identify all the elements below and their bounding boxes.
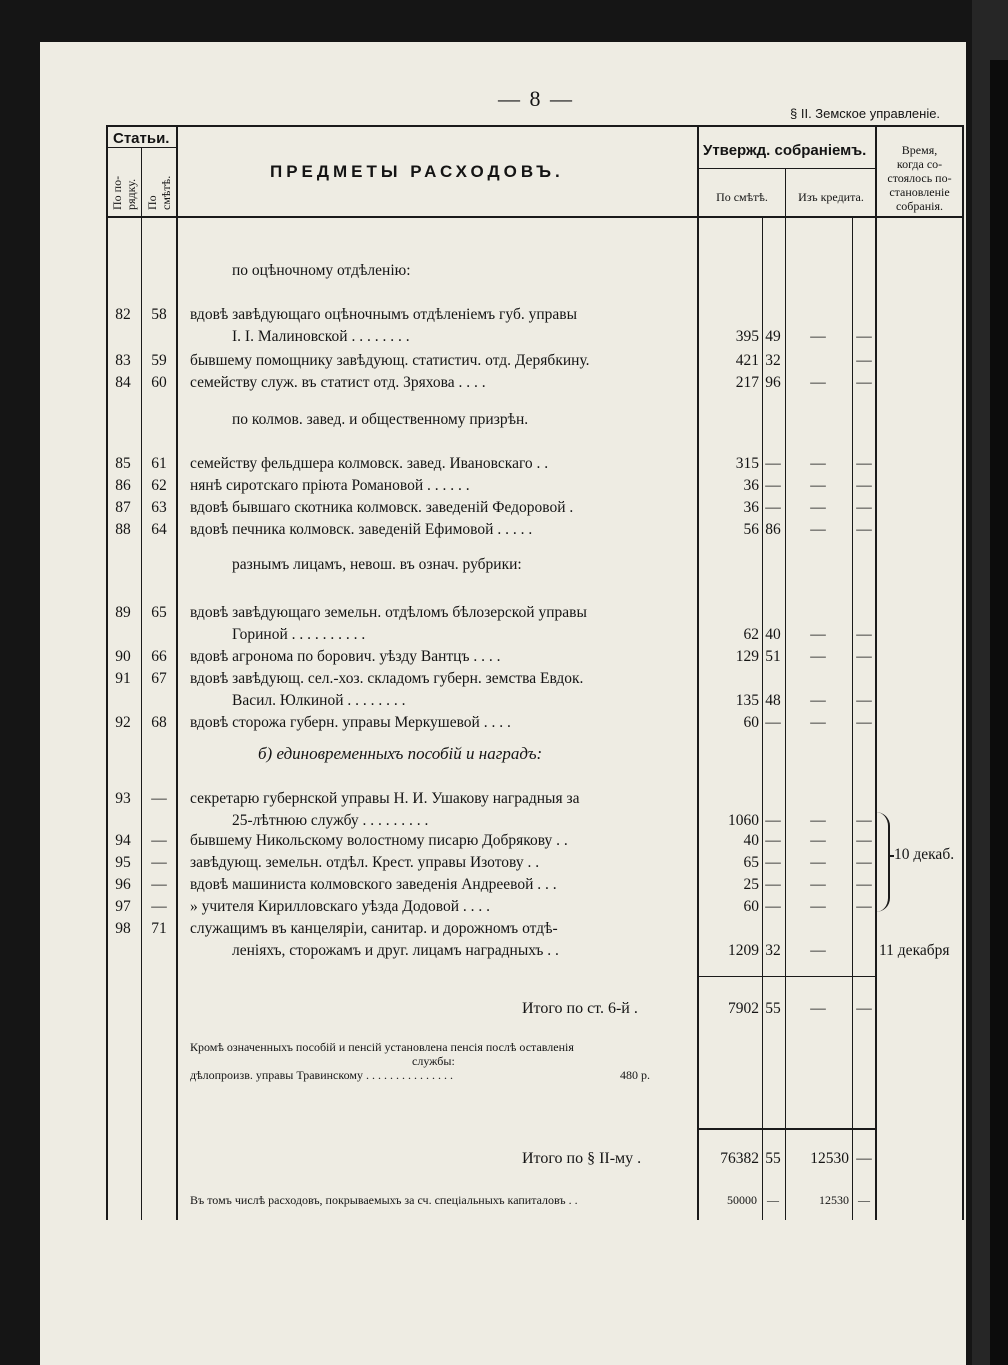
row-smeta-number: 63: [151, 499, 167, 516]
row-decision-date: 10 декаб.: [894, 846, 955, 863]
row-number: 85: [115, 455, 131, 472]
total-II-credit: 12530: [810, 1150, 849, 1167]
row-amount-kop: 40: [765, 626, 781, 643]
row-amount-rub: 65: [743, 854, 759, 871]
row-smeta-number: 66: [151, 648, 167, 665]
row-credit2: —: [856, 714, 872, 731]
date-brace: [874, 812, 890, 912]
row-credit2: —: [856, 648, 872, 665]
row-amount-kop: —: [765, 854, 781, 871]
special-credit: 12530: [819, 1193, 849, 1207]
row-credit2: —: [856, 477, 872, 494]
group-heading: б) единовременныхъ пособій и наградъ:: [258, 744, 543, 763]
row-amount-rub: 56: [743, 521, 759, 538]
grand-total-rule: [697, 1128, 875, 1130]
row-amount-kop: —: [765, 714, 781, 731]
special-rub: 50000: [727, 1193, 757, 1207]
col-divider-1: [141, 147, 142, 1220]
row-credit: —: [810, 328, 826, 345]
header-title: ПРЕДМЕТЫ РАСХОДОВЪ.: [270, 162, 564, 181]
row-number: 90: [115, 648, 131, 665]
total-st6-rub: 7902: [728, 1000, 759, 1017]
group-heading: разнымъ лицамъ, невош. въ означ. рубрики:: [232, 556, 522, 573]
right-border: [962, 125, 964, 1220]
approved-rule: [697, 168, 875, 169]
row-credit2: —: [856, 626, 872, 643]
header-iz-kredita: Изъ кредита.: [798, 190, 864, 204]
row-smeta-number: —: [151, 854, 167, 871]
row-description: семейству фельдшера колмовск. завед. Ивановскаго . .: [190, 455, 549, 472]
col-divider-3: [697, 125, 699, 1220]
row-description: леніяхъ, сторожамъ и друг. лицамъ наградныхъ . .: [232, 942, 559, 959]
row-credit2: —: [856, 832, 872, 849]
row-description: секретарю губернской управы Н. И. Ушакову наградныя за: [190, 790, 580, 807]
row-description: вдовѣ печника колмовск. заведеній Ефимовой . . . . .: [190, 521, 533, 538]
row-description: вдовѣ машиниста колмовского заведенія Андреевой . . .: [190, 876, 557, 893]
row-amount-kop: 51: [765, 648, 781, 665]
row-description: вдовѣ агронома по борович. уѣзду Вантцъ . . . .: [190, 648, 501, 665]
row-description: нянѣ сиротскаго пріюта Романовой . . . . . .: [190, 477, 470, 494]
row-description: вдовѣ бывшаго скотника колмовск. заведеній Федоровой .: [190, 499, 574, 516]
row-amount-kop: —: [765, 812, 781, 829]
row-number: 94: [115, 832, 131, 849]
row-credit: —: [810, 942, 826, 959]
row-credit2: —: [856, 455, 872, 472]
total-II-kop: 55: [765, 1150, 781, 1167]
row-number: 86: [115, 477, 131, 494]
row-smeta-number: —: [151, 898, 167, 915]
row-amount-rub: 62: [743, 626, 759, 643]
total-st6-credit: —: [810, 1000, 826, 1017]
row-description: » учителя Кирилловскаго уѣзда Додовой . . . .: [190, 898, 491, 915]
row-amount-rub: 60: [743, 714, 759, 731]
row-credit: —: [810, 455, 826, 472]
row-smeta-number: 65: [151, 604, 167, 621]
row-amount-kop: —: [765, 876, 781, 893]
row-description: вдовѣ завѣдующаго оцѣночнымъ отдѣленіемъ губ. управы: [190, 306, 578, 323]
group-heading: по колмов. завед. и общественному призрѣн.: [232, 411, 529, 428]
row-description: служащимъ въ канцеляріи, санитар. и дорожномъ отдѣ-: [190, 920, 558, 937]
row-description: Васил. Юлкиной . . . . . . . .: [232, 692, 406, 709]
note-line-1: Кромѣ означенныхъ пособій и пенсій установлена пенсія послѣ оставленія: [190, 1040, 574, 1054]
header-po-smete-col: По смѣтѣ.: [145, 175, 173, 210]
row-amount-rub: 217: [735, 374, 759, 391]
row-smeta-number: 59: [151, 352, 167, 369]
row-amount-rub: 315: [735, 455, 759, 472]
col-divider-5: [875, 125, 877, 1220]
row-credit2: —: [856, 374, 872, 391]
row-smeta-number: 58: [151, 306, 167, 323]
table-top-rule: [106, 125, 964, 127]
row-amount-rub: 1209: [728, 942, 759, 959]
row-amount-rub: 60: [743, 898, 759, 915]
row-number: 96: [115, 876, 131, 893]
total-rule: [697, 976, 875, 977]
row-credit: —: [810, 692, 826, 709]
total-st6-label: Итого по ст. 6-й .: [522, 1000, 638, 1017]
special-capital-label: Въ томъ числѣ расходовъ, покрываемыхъ за сч. спеціальныхъ капиталовъ . .: [190, 1193, 578, 1207]
row-smeta-number: 62: [151, 477, 167, 494]
row-smeta-number: 60: [151, 374, 167, 391]
total-II-rub: 76382: [720, 1150, 759, 1167]
row-number: 83: [115, 352, 131, 369]
row-amount-kop: —: [765, 477, 781, 494]
row-credit2: —: [856, 521, 872, 538]
row-description: завѣдующ. земельн. отдѣл. Крест. управы Изотову . .: [190, 854, 540, 871]
col-divider-2: [176, 125, 178, 1220]
row-credit2: —: [856, 812, 872, 829]
row-smeta-number: 67: [151, 670, 167, 687]
row-smeta-number: —: [151, 832, 167, 849]
row-credit2: —: [856, 876, 872, 893]
row-credit: —: [810, 876, 826, 893]
row-description: 25-лѣтнюю службу . . . . . . . . .: [232, 812, 429, 829]
row-number: 97: [115, 898, 131, 915]
row-amount-rub: 36: [743, 499, 759, 516]
dark-edge-inner: [990, 60, 1008, 1365]
col-divider-4: [785, 168, 786, 1220]
row-description: вдовѣ сторожа губерн. управы Меркушевой . . . .: [190, 714, 511, 731]
row-amount-kop: 49: [765, 328, 781, 345]
row-number: 88: [115, 521, 131, 538]
total-II-label: Итого по § II-му .: [522, 1150, 642, 1167]
row-credit: —: [810, 714, 826, 731]
group-heading: по оцѣночному отдѣленію:: [232, 262, 411, 279]
row-smeta-number: 71: [151, 920, 167, 937]
row-amount-kop: 96: [765, 374, 781, 391]
row-smeta-number: —: [151, 876, 167, 893]
row-credit: —: [810, 648, 826, 665]
note-line-2: службы:: [412, 1054, 455, 1068]
row-amount-rub: 1060: [728, 812, 759, 829]
row-credit: —: [810, 832, 826, 849]
row-number: 95: [115, 854, 131, 871]
row-amount-kop: —: [765, 832, 781, 849]
total-st6-credit2: —: [856, 1000, 872, 1017]
row-credit2: —: [856, 898, 872, 915]
total-st6-kop: 55: [765, 1000, 781, 1017]
row-smeta-number: 61: [151, 455, 167, 472]
row-credit: —: [810, 374, 826, 391]
row-smeta-number: —: [151, 790, 167, 807]
row-credit: —: [810, 499, 826, 516]
note-amount: 480 р.: [620, 1068, 650, 1082]
header-bottom-rule: [106, 216, 964, 218]
header-approved: Утвержд. собраніемъ.: [703, 142, 867, 159]
row-amount-kop: 48: [765, 692, 781, 709]
row-amount-kop: —: [765, 455, 781, 472]
row-amount-rub: 135: [735, 692, 759, 709]
header-po-smete: По смѣтѣ.: [716, 190, 768, 204]
row-number: 89: [115, 604, 131, 621]
row-amount-kop: —: [765, 898, 781, 915]
row-credit: —: [810, 626, 826, 643]
date-brace-point: [888, 855, 894, 857]
row-credit: —: [810, 854, 826, 871]
row-amount-rub: 395: [735, 328, 759, 345]
row-credit2: —: [856, 692, 872, 709]
row-amount-rub: 421: [735, 352, 759, 369]
row-credit: —: [810, 521, 826, 538]
row-credit: —: [810, 477, 826, 494]
row-description: Гориной . . . . . . . . . .: [232, 626, 366, 643]
row-credit2: —: [856, 352, 872, 369]
row-description: семейству служ. въ статист отд. Зряхова . . . .: [190, 374, 486, 391]
row-description: вдовѣ завѣдующаго земельн. отдѣломъ бѣлозерской управы: [190, 604, 587, 621]
row-decision-date: 11 декабря: [879, 942, 950, 959]
note-line-3: дѣлопроизв. управы Травинскому . . . . . . . . . . . . . . .: [190, 1068, 453, 1082]
row-description: бывшему Никольскому волостному писарю Добрякову . .: [190, 832, 568, 849]
row-amount-kop: 32: [765, 352, 781, 369]
row-credit: —: [810, 898, 826, 915]
row-amount-kop: —: [765, 499, 781, 516]
row-amount-kop: 86: [765, 521, 781, 538]
row-number: 87: [115, 499, 131, 516]
row-credit2: —: [856, 854, 872, 871]
page-number: — 8 —: [498, 86, 574, 111]
row-smeta-number: 64: [151, 521, 167, 538]
row-credit2: —: [856, 499, 872, 516]
special-credit2: —: [858, 1193, 870, 1207]
section-title: § II. Земское управленіе.: [790, 106, 941, 121]
header-po-poryadku: По по- рядку.: [110, 175, 138, 210]
row-smeta-number: 68: [151, 714, 167, 731]
row-amount-rub: 36: [743, 477, 759, 494]
row-credit2: —: [856, 328, 872, 345]
row-description: бывшему помощнику завѣдующ. статистич. отд. Дерябкину.: [190, 352, 590, 369]
row-number: 91: [115, 670, 131, 687]
row-description: I. I. Малиновской . . . . . . . .: [232, 328, 410, 345]
row-amount-kop: 32: [765, 942, 781, 959]
header-stati: Статьи.: [113, 130, 170, 147]
row-number: 98: [115, 920, 131, 937]
row-number: 82: [115, 306, 131, 323]
row-amount-rub: 40: [743, 832, 759, 849]
header-vremya: Время, когда со- стоялось по- становленіе собранія.: [887, 143, 952, 213]
row-credit: —: [810, 812, 826, 829]
row-amount-rub: 25: [743, 876, 759, 893]
row-number: 93: [115, 790, 131, 807]
special-kop: —: [767, 1193, 779, 1207]
row-amount-rub: 129: [735, 648, 759, 665]
row-number: 84: [115, 374, 131, 391]
row-description: вдовѣ завѣдующ. сел.-хоз. складомъ губерн. земства Евдок.: [190, 670, 584, 687]
row-number: 92: [115, 714, 131, 731]
total-II-credit2: —: [856, 1150, 872, 1167]
